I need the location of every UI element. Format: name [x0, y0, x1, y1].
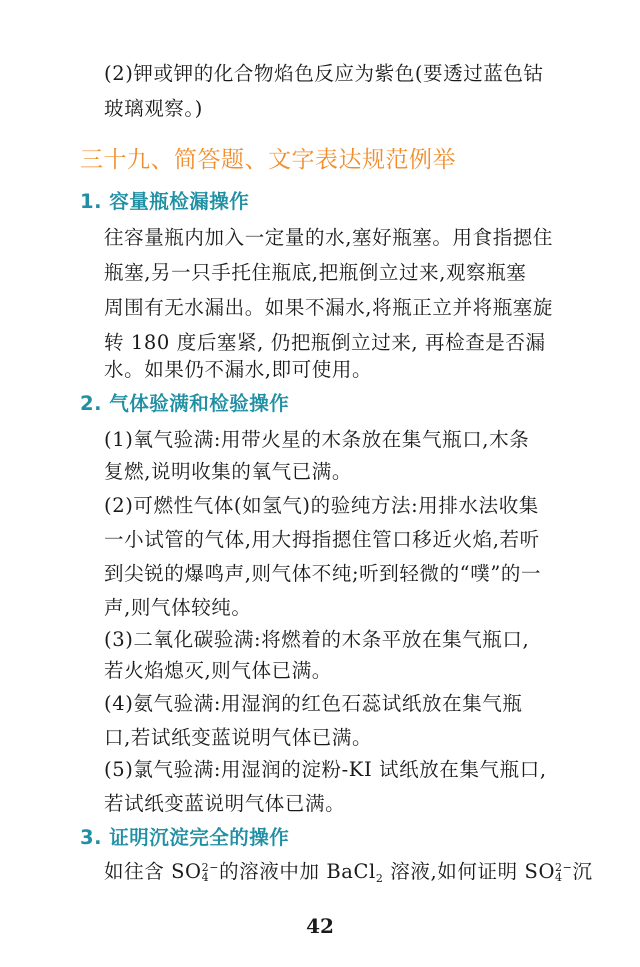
- text-line: 水。如果仍不漏水,即可使用。: [104, 358, 373, 381]
- subsection-heading: 3. 证明沉淀完全的操作: [80, 826, 290, 849]
- section-title: 三十九、简答题、文字表达规范例举: [80, 147, 456, 173]
- text-line: 往容量瓶内加入一定量的水,塞好瓶塞。用食指摁住: [104, 226, 553, 249]
- text-line: 瓶塞,另一只手托住瓶底,把瓶倒立过来,观察瓶塞: [104, 261, 527, 284]
- text-line-formula: [104, 858, 593, 893]
- text-fragment: 如往含 SO: [104, 860, 202, 883]
- subsection-heading: 2. 气体验满和检验操作: [80, 392, 290, 415]
- subsection-heading: 1. 容量瓶检漏操作: [80, 190, 250, 213]
- text-line: 转 180 度后塞紧, 仍把瓶倒立过来, 再检查是否漏: [104, 331, 546, 354]
- text-line: 到尖锐的爆鸣声,则气体不纯;听到轻微的“噗”的一: [104, 562, 542, 585]
- text-line: 玻璃观察。): [104, 97, 203, 120]
- page-number: 42: [306, 914, 334, 938]
- text-line: 声,则气体较纯。: [104, 596, 252, 619]
- text-fragment: 沉: [572, 860, 593, 883]
- text-line: (4)氨气验满:用湿润的红色石蕊试纸放在集气瓶: [104, 692, 523, 715]
- text-fragment: 溶液,如何证明 SO: [383, 860, 556, 883]
- text-line: 周围有无水漏出。如果不漏水,将瓶正立并将瓶塞旋: [104, 296, 553, 319]
- text-fragment: 的溶液中加 BaCl: [219, 860, 376, 883]
- subscript: 2: [375, 872, 384, 885]
- subscript: 4: [201, 870, 210, 884]
- text-line: 复燃,说明收集的氧气已满。: [104, 460, 352, 483]
- text-line: (5)氯气验满:用湿润的淀粉-KI 试纸放在集气瓶口,: [104, 758, 547, 781]
- text-line: (1)氧气验满:用带火星的木条放在集气瓶口,木条: [104, 428, 530, 451]
- text-line: 若试纸变蓝说明气体已满。: [104, 792, 346, 815]
- subscript: 4: [555, 870, 563, 884]
- text-line: (3)二氧化碳验满:将燃着的木条平放在集气瓶口,: [104, 628, 530, 651]
- text-line: (2)可燃性气体(如氢气)的验纯方法:用排水法收集: [104, 494, 539, 517]
- text-line: 口,若试纸变蓝说明气体已满。: [104, 726, 373, 749]
- superscript: 2−: [555, 860, 573, 874]
- text-line: 一小试管的气体,用大拇指摁住管口移近火焰,若听: [104, 528, 540, 551]
- text-line: (2)钾或钾的化合物焰色反应为紫色(要透过蓝色钴: [104, 62, 544, 85]
- superscript: 2−: [201, 860, 220, 874]
- text-line: 若火焰熄灭,则气体已满。: [104, 659, 332, 682]
